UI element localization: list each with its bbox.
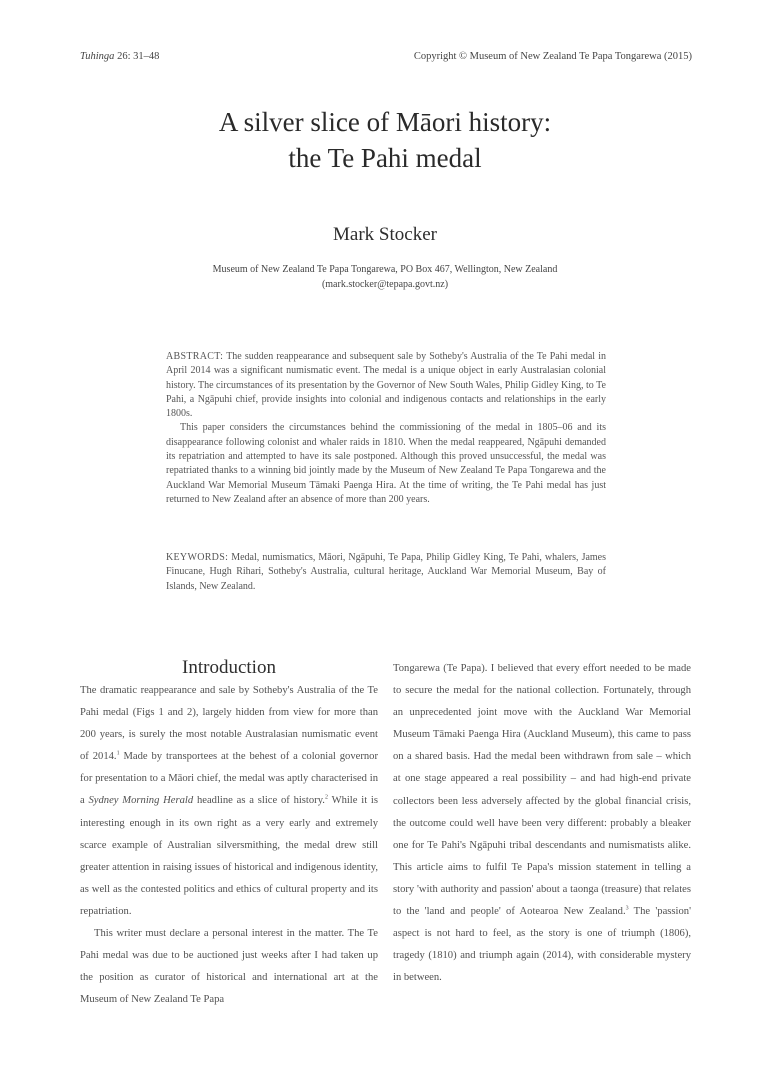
abstract [166, 350, 606, 507]
intro-text: Tongarewa (Te Papa). I believed that every effort needed to be made to secure the medal for the national collection. Fortunately, through an unprecedented joint move with the Auckland War Memorial Museum Tāmaki Paenga Hira (Auckland Museum), this came to pass on a shared basis. Had the medal been withdrawn from sale – which at one stage appeared a real possibility – and had high-end private collectors been less adversely affected by the global financial crisis, the outcome could well have been very different: probably a bleaker one for Te Pahi's Ngāpuhi tribal descendants and numismatists alike. This article aims to fulfil Te Papa's mission statement in telling a story 'with authority and passion' about a taonga (treasure) that relates to the 'land and people' of Aotearoa New Zealand. [393, 663, 691, 918]
intro-paragraph-2: This writer must declare a personal interest in the matter. The Te Pahi medal was due to be auctioned just weeks after I had taken up the position as curator of historical and international art at the Museum of New Zealand Te Papa [80, 928, 378, 1006]
abstract-paragraph-1 [166, 350, 606, 421]
left-column [80, 680, 378, 1011]
intro-text: headline as a slice of history. [193, 795, 325, 807]
author-name: Mark Stocker [333, 224, 437, 245]
intro-paragraph-1 [80, 680, 378, 923]
author-email: (mark.stocker@tepapa.govt.nz) [321, 279, 449, 290]
title-line-1: A silver slice of Māori history: [218, 107, 552, 137]
footnote-ref-2[interactable]: 2 [324, 794, 328, 801]
intro-text: While it is interesting enough in its own right as a very early and extremely scarce example of Australian silversmithing, the medal drew still greater attention in raising issues of historical and indigenous identity, as well as the contested politics and ethics of cultural property and its repatriation. [80, 795, 378, 917]
intro-text: Made by transportees at the behest of a colonial governor for presentation to a Māori chief, the medal was aptly characterised in a [80, 751, 378, 807]
paper-title [0, 104, 770, 176]
abstract-paragraph-2: This paper considers the circumstances behind the commissioning of the medal in 1805–06 and its disappearance following colonist and whaler raids in 1810. When the medal reappeared, Ngāpuhi demanded its repatriation and attempted to have its sale postponed. Although this proved unsuccessful, the medal was repatriated thanks to a winning bid jointly made by the Museum of New Zealand Te Papa Tongarewa and the Auckland War Memorial Museum Tāmaki Paenga Hira. At the time of writing, the Te Pahi medal has just returned to New Zealand after an absence of more than 200 years. [166, 422, 606, 505]
keywords [166, 551, 606, 594]
affiliation-address: Museum of New Zealand Te Papa Tongarewa, PO Box 467, Wellington, New Zealand [212, 264, 558, 275]
keywords-label: KEYWORDS: [166, 552, 229, 563]
footnote-ref-1[interactable]: 1 [116, 750, 120, 757]
abstract-label: ABSTRACT: [166, 351, 224, 362]
intro-text: The dramatic reappearance and sale by Sotheby's Australia of the Te Pahi medal (Figs 1 and 2), largely hidden from view for more than 200 years, is surely the most notable Australasian numismatic event of 2014. [80, 685, 378, 763]
abstract-text-1: The sudden reappearance and subsequent sale by Sotheby's Australia of the Te Pahi medal in April 2014 was a significant numismatic event. The medal is a unique object in early Australasian colonial history. The circumstances of its presentation by the Governor of New South Wales, Philip Gidley King, to Te Pahi, a Ngāpuhi chief, provide insights into colonial and indigenous contacts and relationships in the early 1800s. [166, 351, 606, 420]
title-line-2: the Te Pahi medal [288, 143, 482, 173]
running-head-journal [80, 51, 159, 62]
author-affiliation [0, 262, 770, 292]
keywords-text: Medal, numismatics, Māori, Ngāpuhi, Te Papa, Philip Gidley King, Te Pahi, whalers, James Finucane, Hugh Rihari, Sotheby's Australia, cultural heritage, Auckland War Memorial Museum, Bay of Islands, New Zealand. [166, 552, 607, 592]
footnote-ref-3[interactable]: 3 [625, 905, 629, 912]
newspaper-title: Sydney Morning Herald [88, 795, 194, 807]
journal-name: Tuhinga [80, 51, 115, 62]
intro-paragraph-2-continued [393, 658, 691, 989]
running-head-copyright: Copyright © Museum of New Zealand Te Papa Tongarewa (2015) [413, 51, 692, 62]
section-heading-introduction: Introduction [182, 657, 276, 678]
volume-pages: 26: 31–48 [117, 51, 160, 62]
intro-text: The 'passion' aspect is not hard to feel, as the story is one of triumph (1806), tragedy (1810) and triumph again (2014), with considerable mystery in between. [393, 906, 691, 984]
right-column [393, 658, 691, 989]
